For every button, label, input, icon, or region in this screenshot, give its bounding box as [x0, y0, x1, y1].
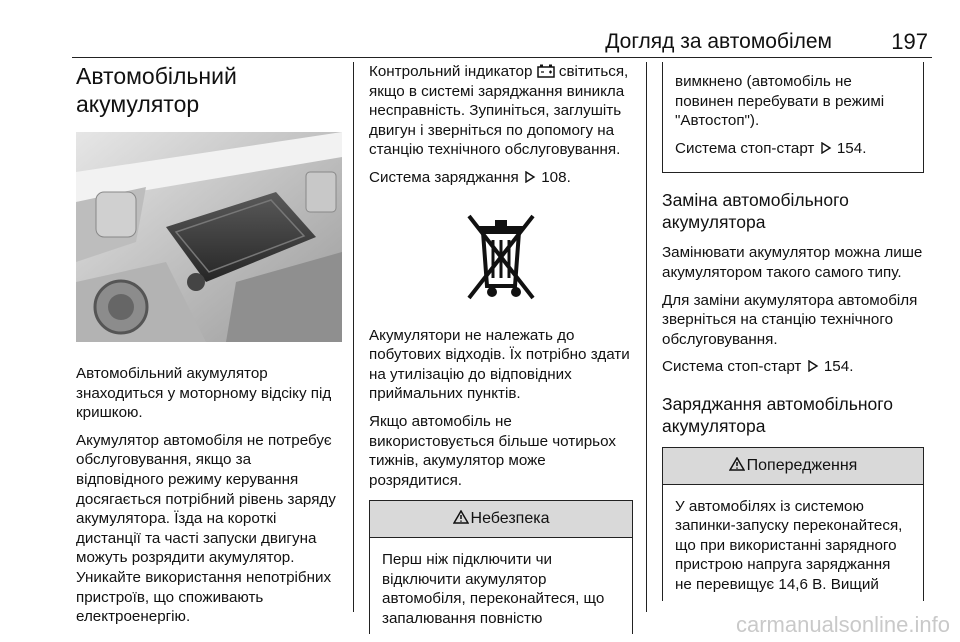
header-rule	[72, 57, 932, 58]
col2-paragraph-3: Якщо автомобіль не використовується більше чотирьох тижнів, акумулятор може розрядитися.	[369, 412, 616, 489]
danger-box-header: Небезпека	[370, 501, 632, 538]
column-1	[76, 62, 342, 635]
warning-box	[662, 447, 924, 601]
column-divider-right	[646, 62, 647, 612]
page-reference-icon	[819, 142, 833, 154]
col3-box-continuation: вимкнено (автомобіль не повинен перебувати в режимі "Автостоп").	[675, 73, 885, 130]
col3-paragraph-1: Замінювати акумулятор можна лише акумулятором такого самого типу.	[662, 244, 923, 281]
column-divider-left	[353, 62, 354, 612]
warning-box-header: Попередження	[663, 448, 923, 485]
warning-triangle-icon	[729, 457, 745, 471]
col3-reference-2: Система стоп-старт 154.	[662, 358, 854, 376]
page-number: 197	[891, 29, 928, 54]
page-reference-icon	[523, 171, 537, 183]
col3-paragraph-2: Для заміни акумулятора автомобіля зверніться на станцію технічного обслуговування.	[662, 291, 918, 348]
col1-paragraph-1: Автомобільний акумулятор знаходиться у моторному відсіку під кришкою.	[76, 365, 332, 422]
header-title: Догляд за автомобілем	[605, 30, 832, 53]
col1-paragraph-2: Акумулятор автомобіля не потребує обслуговування, якщо за відповідного режиму керування досягається потрібний рівень заряду акумулятора. Їзда на короткі дистанції та часті запуски двигуна можуть розрядити акумулятор. Уникайте використання непотрібних пристроїв, що споживають електроенергію.	[76, 431, 336, 626]
engine-bay-photo	[76, 132, 342, 342]
column-3	[662, 62, 924, 601]
column-2	[369, 62, 633, 634]
col2-reference: Система заряджання 108.	[369, 168, 571, 186]
col2-paragraph-2: Акумулятори не належать до побутових відходів. Їх потрібно здати на утилізацію до відповідних приймальних пунктів.	[369, 326, 630, 403]
col3-reference-1: Система стоп-старт 154.	[675, 139, 867, 157]
watermark: carmanualsonline.info	[735, 612, 950, 637]
page-reference-icon	[806, 360, 820, 372]
subsection-title-replacement: Заміна автомобільного акумулятора	[662, 190, 849, 233]
danger-box-body: Перш ніж підключити чи відключити акумулятор автомобіля, переконайтеся, що запалювання повністю	[382, 550, 605, 627]
col2-paragraph-1: Контрольний індикатор світиться, якщо в системі заряджання виникла несправність. Зупиніться, заглушіть двигун і зверніться по допомогу на станцію технічного обслуговування.	[369, 63, 629, 159]
crossed-bin-icon	[461, 208, 541, 304]
section-title: Автомобільний акумулятор	[76, 63, 237, 117]
battery-indicator-icon	[537, 64, 555, 78]
danger-box	[369, 500, 633, 634]
danger-box-continued	[662, 62, 924, 173]
page-header	[72, 22, 932, 58]
warning-triangle-icon	[453, 510, 469, 524]
warning-box-body: У автомобілях із системою запинки-запуску переконайтеся, що при використанні зарядного пристрою напруга заряджання не перевищує 14,6 В. Вищий	[675, 497, 903, 593]
subsection-title-charging: Заряджання автомобільного акумулятора	[662, 393, 893, 436]
